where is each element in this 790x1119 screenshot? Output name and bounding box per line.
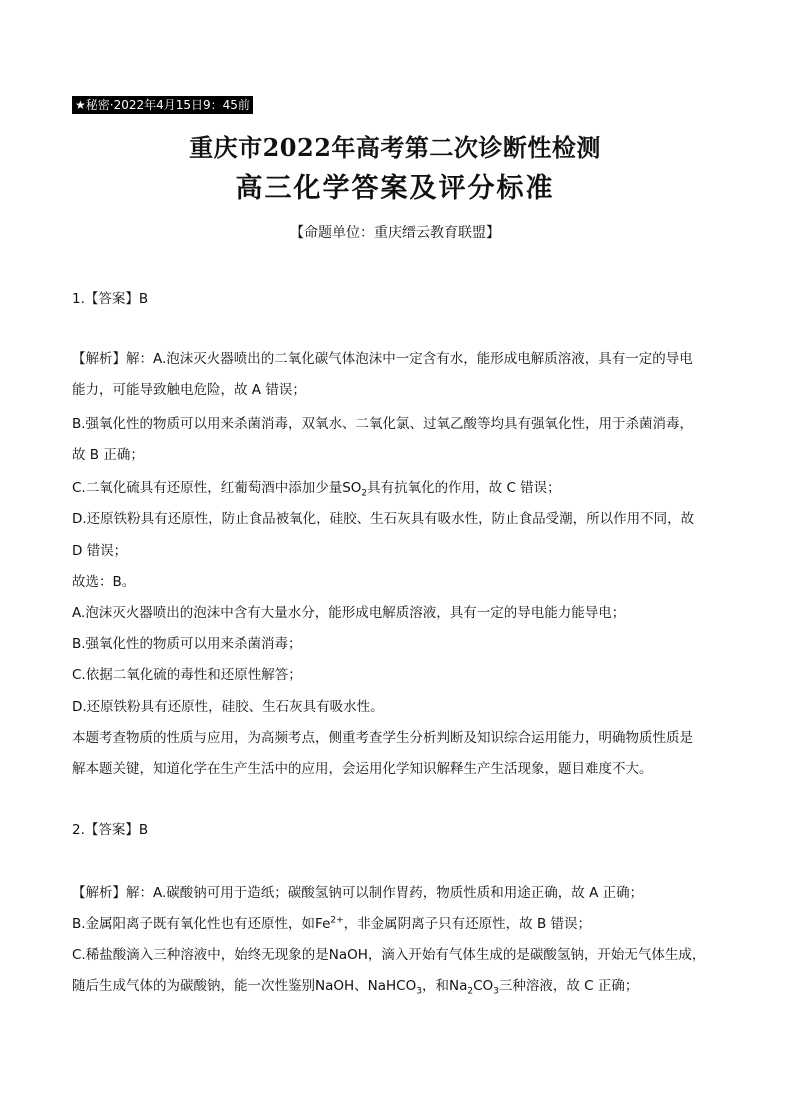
q1-line-3: B.强氧化性的物质可以用来杀菌消毒，双氧水、二氧化氯、过氧乙酸等均具有强氧化性，用于杀菌消毒， — [72, 416, 694, 432]
document-subtitle: 高三化学答案及评分标准 — [235, 173, 555, 204]
q1-line-13: 本题考查物质的性质与应用，为高频考点，侧重考查学生分析判断及知识综合运用能力，明确物质性质是 — [72, 730, 693, 746]
q1-line-9: A.泡沫灭火器喷出的泡沫中含有大量水分，能形成电解质溶液，具有一定的导电能力能导电； — [72, 605, 626, 621]
q1-line-5: C.二氧化硫具有还原性，红葡萄酒中添加少量$SO_2$具有抗氧化的作用，故 C 错误； — [72, 480, 561, 499]
confidential-label: ★秘密·2022年4月15日9：45前 — [72, 96, 253, 114]
q1-line-6: D.还原铁粉具有还原性，防止食品被氧化，硅胶、生石灰具有吸水性，防止食品受潮，所以作用不同，故 — [72, 511, 695, 527]
q2-line-4: 随后生成气体的为碳酸钠，能一次性鉴别NaOH、NaHCO$_3$，和$Na_2CO_3$三种溶液，故 C 正确； — [72, 978, 639, 997]
q1-answer: 1.【答案】B — [72, 291, 149, 307]
q1-line-2: 能力，可能导致触电危险，故 A 错误； — [72, 382, 306, 398]
q1-line-1: 【解析】解：A.泡沫灭火器喷出的二氧化碳气体泡沫中一定含有水，能形成电解质溶液，具有一定的导电 — [72, 351, 693, 367]
q1-line-11: C.依据二氧化硫的毒性和还原性解答； — [72, 667, 302, 683]
q1-line-4: 故 B 正确； — [72, 447, 144, 463]
issuing-unit: 【命题单位：重庆缙云教育联盟】 — [290, 225, 500, 241]
q2-line-2: B.金属阳离子既有氧化性也有还原性，如$Fe^{2+}$，非金属阴离子只有还原性，故 B 错误； — [72, 915, 592, 932]
q2-line-3: C.稀盐酸滴入三种溶液中，始终无现象的是NaOH，滴入开始有气体生成的是碳酸氢钠，开始无气体生成， — [72, 947, 706, 963]
q1-line-10: B.强氧化性的物质可以用来杀菌消毒； — [72, 636, 302, 652]
q1-line-7: D 错误； — [72, 543, 128, 559]
q2-answer: 2.【答案】B — [72, 822, 149, 838]
q1-line-8: 故选：B。 — [72, 574, 136, 590]
q2-line-1: 【解析】解：A.碳酸钠可用于造纸；碳酸氢钠可以制作胃药，物质性质和用途正确，故 A 正确； — [72, 885, 644, 901]
q1-line-12: D.还原铁粉具有还原性，硅胶、生石灰具有吸水性。 — [72, 699, 384, 715]
q1-line-14: 解本题关键，知道化学在生产生活中的应用，会运用化学知识解释生产生活现象，题目难度不大。 — [72, 761, 653, 777]
document-title: 重庆市2022年高考第二次诊断性检测 — [189, 133, 601, 162]
